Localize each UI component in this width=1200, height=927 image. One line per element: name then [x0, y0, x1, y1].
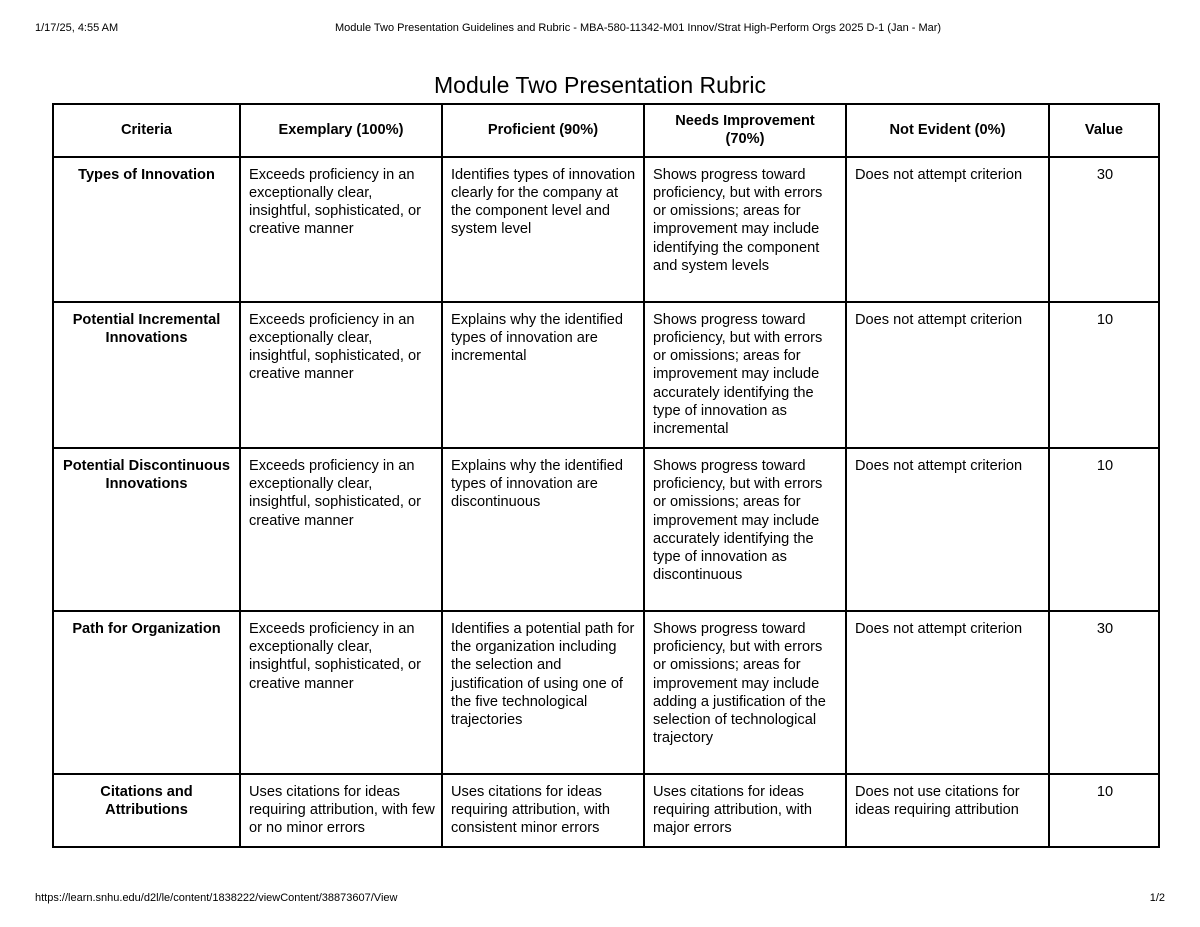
criterion-cell: Types of Innovation [53, 157, 240, 302]
rubric-header-row [53, 104, 1159, 157]
table-row [53, 448, 1159, 611]
not-evident-cell: Does not attempt criterion [846, 611, 1049, 774]
page-number: 1/2 [1149, 892, 1165, 904]
header-exemplary: Exemplary (100%) [240, 104, 442, 157]
print-header [35, 22, 1165, 38]
value-cell: 10 [1049, 448, 1159, 611]
proficient-cell: Identifies types of innovation clearly for the company at the component level and system level [442, 157, 644, 302]
not-evident-cell: Does not attempt criterion [846, 448, 1049, 611]
header-not-evident: Not Evident (0%) [846, 104, 1049, 157]
proficient-cell: Explains why the identified types of innovation are incremental [442, 302, 644, 448]
criterion-cell: Citations and Attributions [53, 774, 240, 847]
table-row [53, 611, 1159, 774]
not-evident-cell: Does not attempt criterion [846, 157, 1049, 302]
exemplary-cell: Uses citations for ideas requiring attribution, with few or no minor errors [240, 774, 442, 847]
exemplary-cell: Exceeds proficiency in an exceptionally clear, insightful, sophisticated, or creative manner [240, 448, 442, 611]
table-row [53, 774, 1159, 847]
value-cell: 30 [1049, 157, 1159, 302]
header-proficient: Proficient (90%) [442, 104, 644, 157]
page-url[interactable]: https://learn.snhu.edu/d2l/le/content/1838222/viewContent/38873607/View [35, 892, 398, 904]
exemplary-cell: Exceeds proficiency in an exceptionally clear, insightful, sophisticated, or creative manner [240, 611, 442, 774]
rubric-title: Module Two Presentation Rubric [434, 72, 766, 98]
exemplary-cell: Exceeds proficiency in an exceptionally clear, insightful, sophisticated, or creative manner [240, 302, 442, 448]
table-row [53, 302, 1159, 448]
exemplary-cell: Exceeds proficiency in an exceptionally clear, insightful, sophisticated, or creative manner [240, 157, 442, 302]
proficient-cell: Uses citations for ideas requiring attribution, with consistent minor errors [442, 774, 644, 847]
criterion-cell: Path for Organization [53, 611, 240, 774]
print-document-title: Module Two Presentation Guidelines and Rubric - MBA-580-11342-M01 Innov/Strat High-Perform Orgs 2025 D-1 (Jan - Mar) [335, 22, 942, 34]
needs-improvement-cell: Shows progress toward proficiency, but with errors or omissions; areas for improvement may include accurately identifying the type of innovation as discontinuous [644, 448, 846, 611]
header-needs-improvement: Needs Improvement (70%) [644, 104, 846, 157]
header-criteria: Criteria [53, 104, 240, 157]
not-evident-cell: Does not use citations for ideas requiring attribution [846, 774, 1049, 847]
print-datetime: 1/17/25, 4:55 AM [35, 22, 119, 34]
needs-improvement-cell: Uses citations for ideas requiring attribution, with major errors [644, 774, 846, 847]
proficient-cell: Identifies a potential path for the organization including the selection and justification of using one of the five technological trajectories [442, 611, 644, 774]
needs-improvement-cell: Shows progress toward proficiency, but with errors or omissions; areas for improvement may include accurately identifying the type of innovation as incremental [644, 302, 846, 448]
rubric-table [52, 103, 1160, 848]
criterion-cell: Potential Incremental Innovations [53, 302, 240, 448]
table-row [53, 157, 1159, 302]
proficient-cell: Explains why the identified types of innovation are discontinuous [442, 448, 644, 611]
needs-improvement-cell: Shows progress toward proficiency, but with errors or omissions; areas for improvement may include identifying the component and system levels [644, 157, 846, 302]
not-evident-cell: Does not attempt criterion [846, 302, 1049, 448]
value-cell: 10 [1049, 302, 1159, 448]
header-value: Value [1049, 104, 1159, 157]
print-footer [35, 892, 1165, 908]
value-cell: 10 [1049, 774, 1159, 847]
needs-improvement-cell: Shows progress toward proficiency, but with errors or omissions; areas for improvement may include adding a justification of the selection of technological trajectory [644, 611, 846, 774]
criterion-cell: Potential Discontinuous Innovations [53, 448, 240, 611]
value-cell: 30 [1049, 611, 1159, 774]
